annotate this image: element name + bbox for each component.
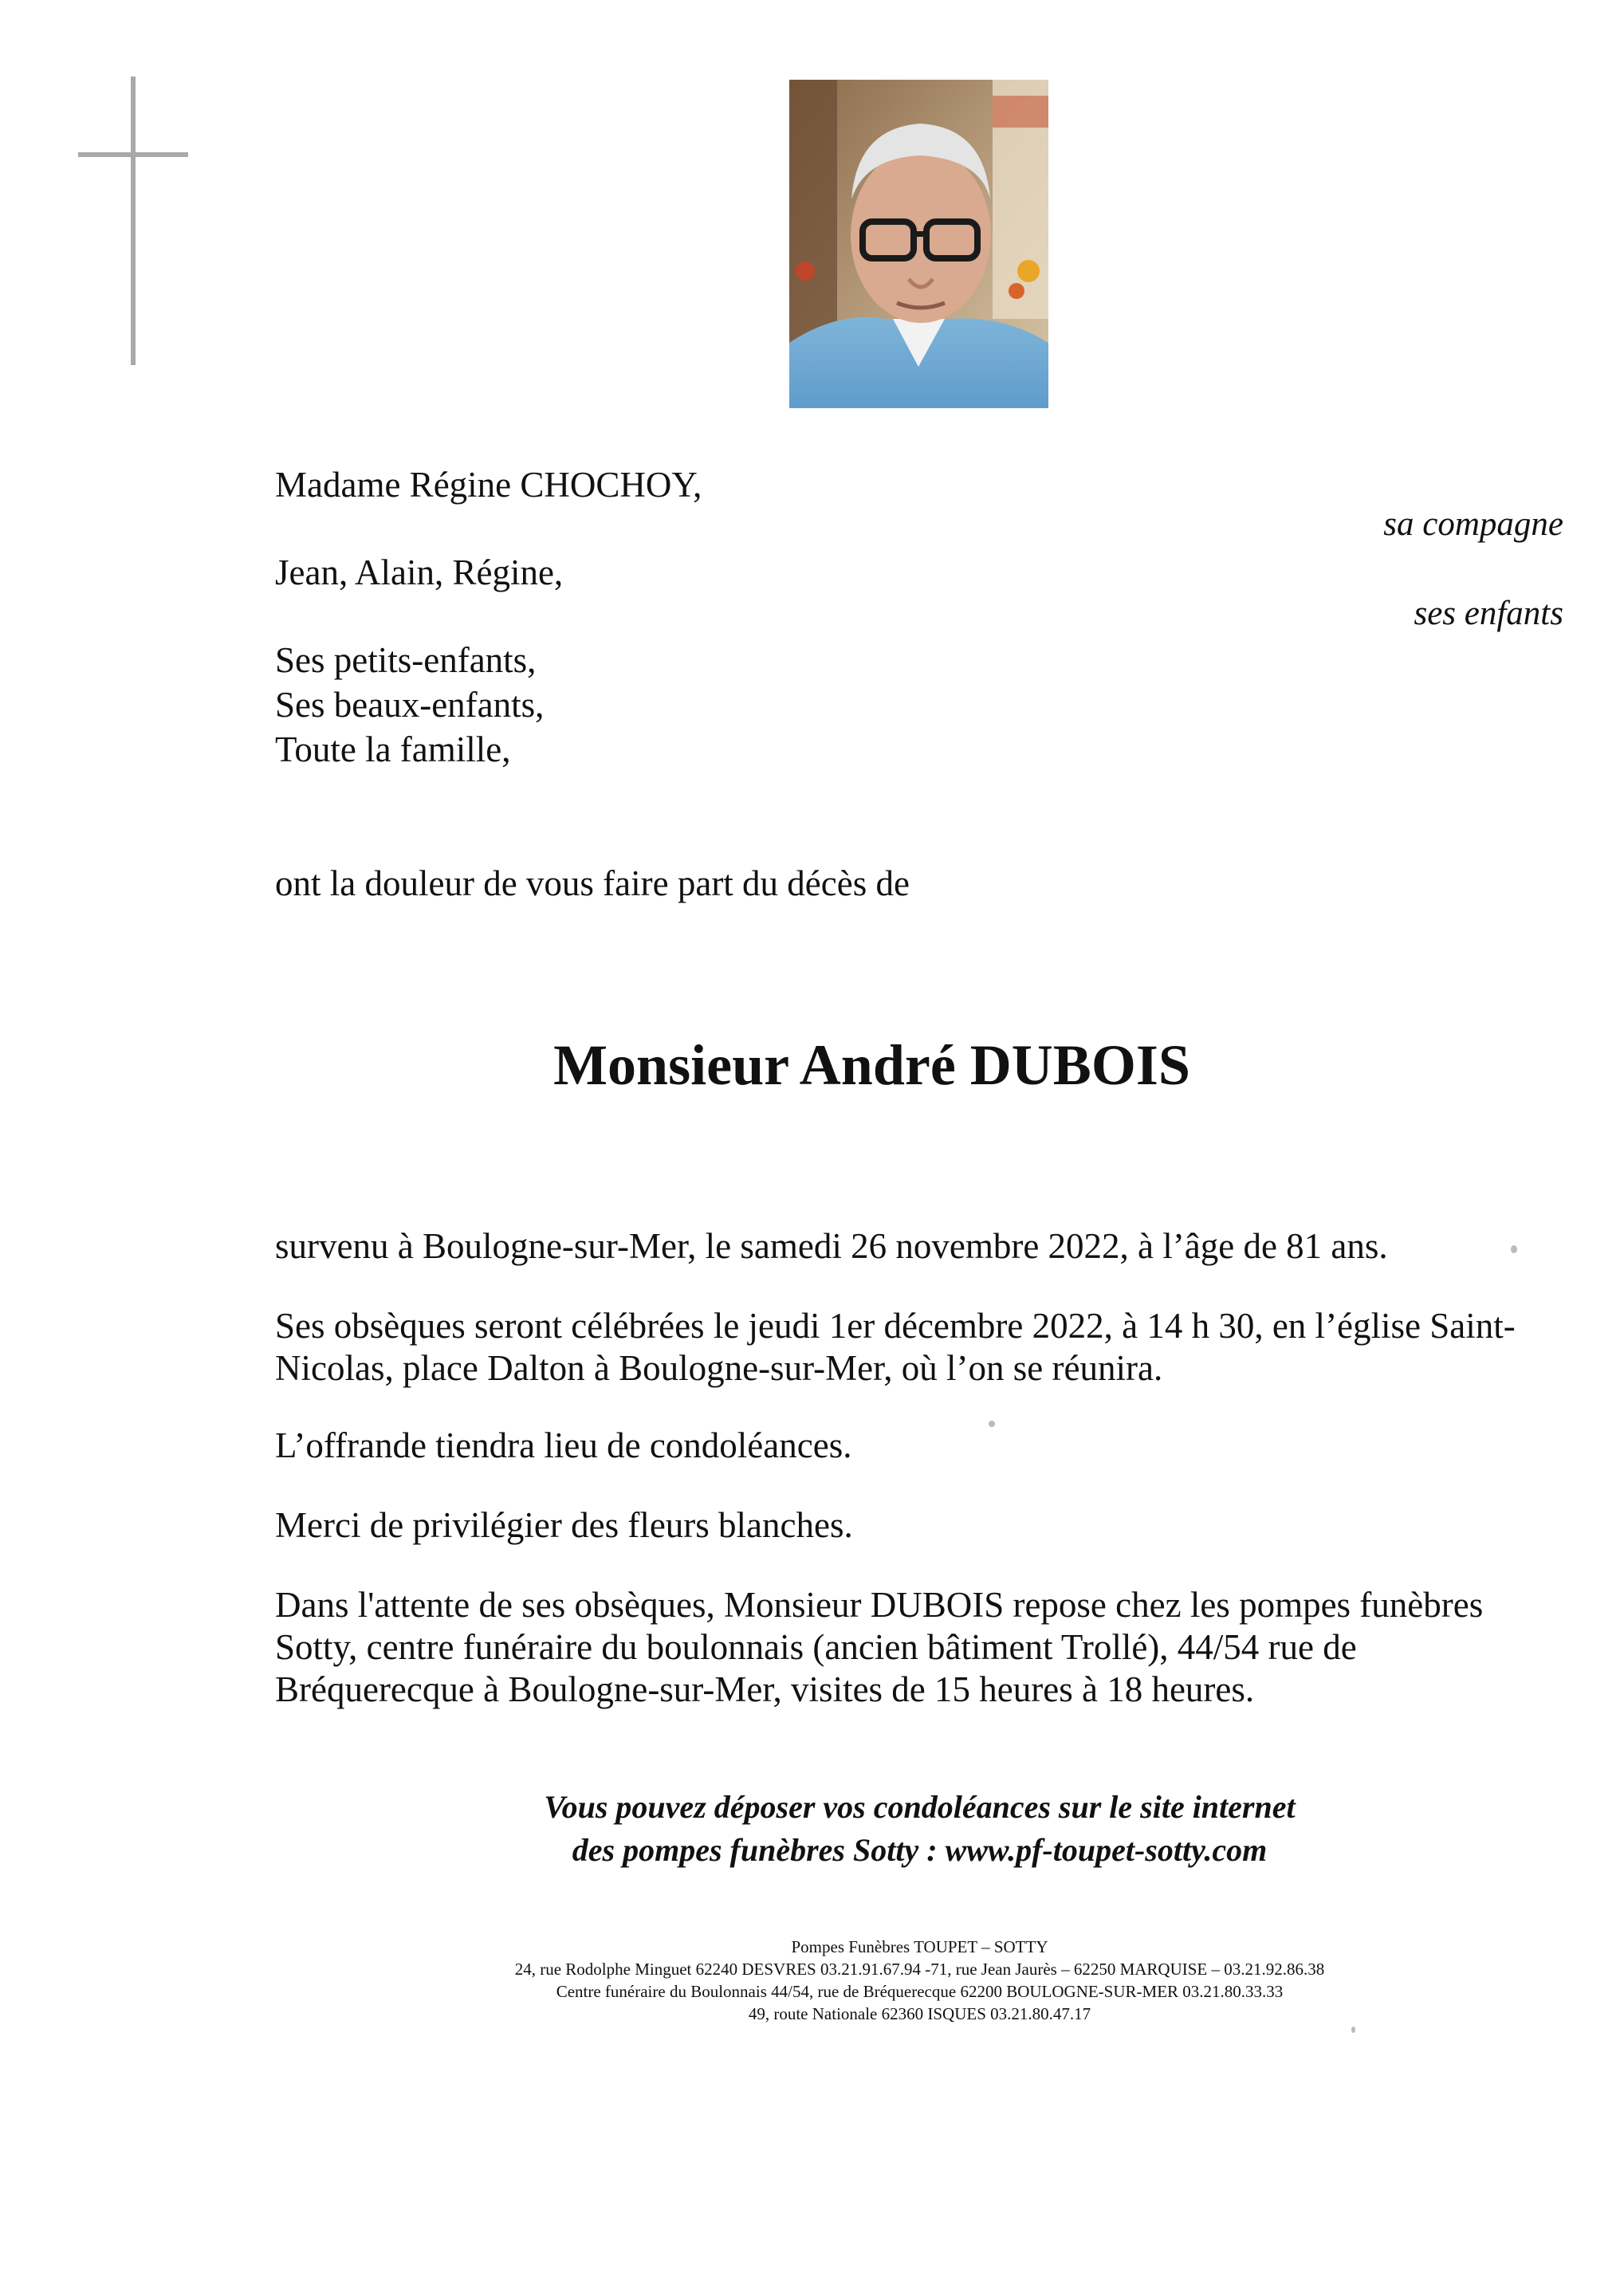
portrait-photo [789,80,1048,408]
family-line: Toute la famille, [275,729,511,769]
condolences-line1: Vous pouvez déposer vos condoléances sur le site internet [544,1789,1296,1825]
flowers-line: Merci de privilégier des fleurs blanches. [275,1505,853,1545]
cross-icon-horizontal [78,152,188,157]
scan-speck [989,1421,995,1427]
children-role: ses enfants [1414,595,1563,632]
footer-address-3: 49, route Nationale 62360 ISQUES 03.21.80.47.17 [748,2004,1091,2023]
companion-role: sa compagne [1383,505,1563,543]
rest-details-line3: Bréquerecque à Boulogne-sur-Mer, visites de 15 heures à 18 heures. [275,1669,1255,1709]
companion-name: Madame Régine CHOCHOY, [275,465,702,505]
grandchildren-line: Ses petits-enfants, [275,640,537,680]
offering-line: L’offrande tiendra lieu de condoléances. [275,1425,852,1465]
footer-address-2: Centre funéraire du Boulonnais 44/54, rue de Bréquerecque 62200 BOULOGNE-SUR-MER 03.21.80.33.33 [556,1982,1284,2001]
footer-company: Pompes Funèbres TOUPET – SOTTY [791,1937,1048,1956]
rest-details-line2: Sotty, centre funéraire du boulonnais (ancien bâtiment Trollé), 44/54 rue de [275,1627,1357,1667]
scan-speck [1511,1245,1517,1253]
cross-icon-vertical [131,77,136,365]
footer-address-1: 24, rue Rodolphe Minguet 62240 DESVRES 03.21.91.67.94 -71, rue Jean Jaurès – 62250 MARQUISE – 03.21.92.86.38 [514,1960,1325,1979]
funeral-details-line1: Ses obsèques seront célébrées le jeudi 1er décembre 2022, à 14 h 30, en l’église Saint- [275,1306,1516,1346]
in-laws-line: Ses beaux-enfants, [275,685,545,725]
condolences-line2: des pompes funèbres Sotty : www.pf-toupet-sotty.com [572,1832,1268,1868]
announcement-line: ont la douleur de vous faire part du décès de [275,863,910,903]
rest-details-line1: Dans l'attente de ses obsèques, Monsieur DUBOIS repose chez les pompes funèbres [275,1585,1484,1625]
scan-speck [1351,2027,1355,2033]
death-details: survenu à Boulogne-sur-Mer, le samedi 26 novembre 2022, à l’âge de 81 ans. [275,1226,1388,1266]
deceased-name: Monsieur André DUBOIS [553,1033,1190,1097]
children-names: Jean, Alain, Régine, [275,552,564,592]
funeral-details-line2: Nicolas, place Dalton à Boulogne-sur-Mer, où l’on se réunira. [275,1348,1163,1388]
